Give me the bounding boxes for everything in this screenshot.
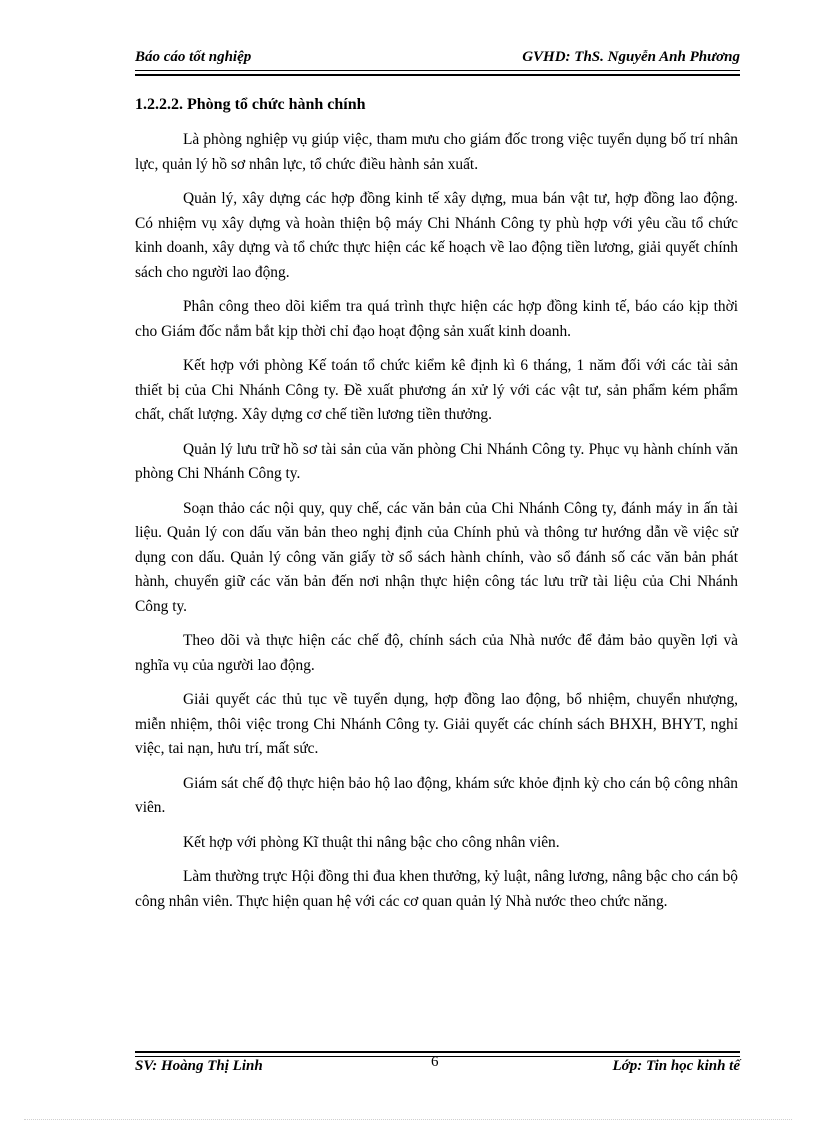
footer-class-name: Lớp: Tin học kinh tế: [612, 1058, 740, 1074]
paragraph: Giải quyết các thủ tục về tuyển dụng, hợp đồng lao động, bổ nhiệm, chuyển nhượng, miễn nhiệm, thôi việc trong Chi Nhánh Công ty. Giải quyết các chính sách BHXH, BHYT, nghỉ việc, tai nạn, hưu trí, mất sức.: [135, 691, 738, 757]
paragraph: Phân công theo dõi kiểm tra quá trình thực hiện các hợp đồng kinh tế, báo cáo kịp thời cho Giám đốc nắm bắt kịp thời chỉ đạo hoạt động sản xuất kinh doanh.: [135, 298, 738, 340]
paragraph: Kết hợp với phòng Kĩ thuật thi nâng bậc cho công nhân viên.: [183, 833, 560, 851]
paragraph: Giám sát chế độ thực hiện bảo hộ lao động, khám sức khỏe định kỳ cho cán bộ công nhân viên.: [135, 774, 738, 816]
body-text: [135, 128, 738, 924]
paragraph: Soạn thảo các nội quy, quy chế, các văn bản của Chi Nhánh Công ty, đánh máy in ấn tài liệu. Quản lý con dấu văn bản theo nghị định của Chính phủ và thông tư hướng dẫn về việc sử dụng con dấu. Quản lý công văn giấy tờ sổ sách hành chính, vào sổ đánh số các văn bản phát hành, chuyển giữ các văn bản đến nơi nhận thực hiện công tác lưu trữ tài liệu của Chi Nhánh Công ty.: [135, 499, 738, 615]
page-bottom-edge: [24, 1119, 792, 1120]
footer-student-name: SV: Hoàng Thị Linh: [135, 1058, 263, 1074]
paragraph: Làm thường trực Hội đồng thi đua khen thưởng, kỷ luật, nâng lương, nâng bậc cho cán bộ công nhân viên. Thực hiện quan hệ với các cơ quan quản lý Nhà nước theo chức năng.: [135, 868, 738, 910]
paragraph: Kết hợp với phòng Kế toán tổ chức kiểm kê định kì 6 tháng, 1 năm đối với các tài sản thiết bị của Chi Nhánh Công ty. Đề xuất phương án xử lý với các vật tư, sản phẩm kém phẩm chất, chất lượng. Xây dựng cơ chế tiền lương tiền thưởng.: [135, 357, 738, 423]
header-report-title: Báo cáo tốt nghiệp: [135, 49, 252, 65]
header-divider: [135, 70, 740, 76]
section-heading: 1.2.2.2. Phòng tổ chức hành chính: [135, 96, 366, 113]
page-footer: [135, 1054, 740, 1080]
paragraph: Quản lý lưu trữ hồ sơ tài sản của văn phòng Chi Nhánh Công ty. Phục vụ hành chính văn phòng Chi Nhánh Công ty.: [135, 440, 738, 482]
paragraph: Là phòng nghiệp vụ giúp việc, tham mưu cho giám đốc trong việc tuyển dụng bố trí nhân lực, quản lý hồ sơ nhân lực, tổ chức điều hành sản xuất.: [135, 131, 738, 173]
page-number: 6: [431, 1054, 439, 1070]
header-supervisor: GVHD: ThS. Nguyễn Anh Phương: [522, 49, 740, 65]
paragraph: Theo dõi và thực hiện các chế độ, chính sách của Nhà nước để đảm bảo quyền lợi và nghĩa vụ của người lao động.: [135, 632, 738, 674]
page-header: [135, 49, 740, 71]
paragraph: Quản lý, xây dựng các hợp đồng kinh tế xây dựng, mua bán vật tư, hợp đồng lao động. Có nhiệm vụ xây dựng và hoàn thiện bộ máy Chi Nhánh Công ty phù hợp với yêu cầu tổ chức kinh doanh, xây dựng và tổ chức thực hiện các kế hoạch về lao động tiền lương, giải quyết chính sách cho người lao động.: [135, 190, 738, 281]
